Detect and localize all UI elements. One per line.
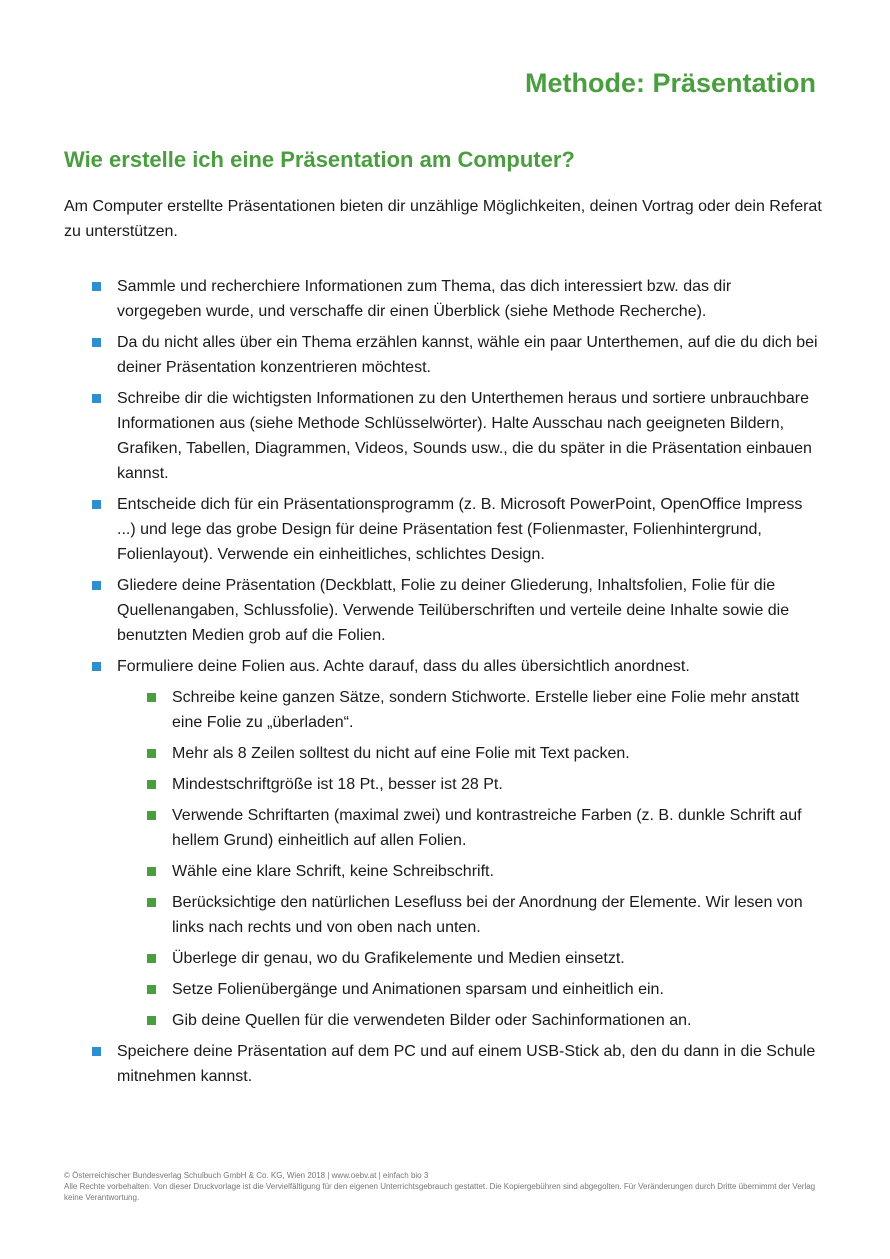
square-bullet-icon <box>92 581 101 590</box>
sub-list-item-text: Überlege dir genau, wo du Grafikelemente und Medien einsetzt. <box>172 950 625 967</box>
square-bullet-icon <box>92 1047 101 1056</box>
square-bullet-icon <box>92 282 101 291</box>
list-item-text: Schreibe dir die wichtigsten Informationen zu den Unterthemen heraus und sortiere unbrauchbare Informationen aus (siehe Methode Schlüsselwörter). Halte Ausschau nach geeigneten Bildern, Grafiken, Tabellen, Diagrammen, Videos, Sounds usw., die du später in die Präsentation einbauen kannst. <box>117 390 812 482</box>
list-item <box>90 386 820 486</box>
square-bullet-icon <box>147 985 156 994</box>
list-item <box>90 1039 820 1089</box>
sub-list-item <box>145 977 820 1002</box>
intro-paragraph: Am Computer erstellte Präsentationen bieten dir unzählige Möglichkeiten, deinen Vortrag oder dein Referat zu unterstützen. <box>64 198 822 240</box>
footer-rights-notice: Alle Rechte vorbehalten. Von dieser Druckvorlage ist die Vervielfältigung für den eigenen Unterrichtsgebrauch gestattet. Die Kopiergebühren sind abgegolten. Für Veränderungen durch Dritte übernimmt der Verlag keine Verantwortung. <box>64 1182 816 1202</box>
square-bullet-icon <box>92 338 101 347</box>
sub-list-item <box>145 685 820 735</box>
square-bullet-icon <box>147 954 156 963</box>
sub-list-item <box>145 890 820 940</box>
sub-list-item-text: Wähle eine klare Schrift, keine Schreibschrift. <box>172 863 494 880</box>
sub-list-item <box>145 803 820 853</box>
list-item <box>90 573 820 648</box>
square-bullet-icon <box>147 811 156 820</box>
list-item <box>90 492 820 567</box>
list-item <box>90 274 820 324</box>
list-item <box>90 330 820 380</box>
sub-list-item-text: Berücksichtige den natürlichen Lesefluss bei der Anordnung der Elemente. Wir lesen von links nach rechts und von oben nach unten. <box>172 894 803 936</box>
square-bullet-icon <box>92 662 101 671</box>
main-bullet-list <box>90 274 820 1095</box>
square-bullet-icon <box>147 867 156 876</box>
sub-list-item <box>145 859 820 884</box>
sub-list-item <box>145 946 820 971</box>
list-item-text: Entscheide dich für ein Präsentationsprogramm (z. B. Microsoft PowerPoint, OpenOffice Impress ...) und lege das grobe Design für deine Präsentation fest (Folienmaster, Folienhintergrund, Folienlayout). Verwende ein einheitliches, schlichtes Design. <box>117 496 803 563</box>
sub-list-item <box>145 772 820 797</box>
sub-list-item-text: Mindestschriftgröße ist 18 Pt., besser ist 28 Pt. <box>172 776 503 793</box>
square-bullet-icon <box>147 780 156 789</box>
square-bullet-icon <box>147 693 156 702</box>
main-heading: Wie erstelle ich eine Präsentation am Computer? <box>64 147 575 172</box>
sub-list-item-text: Mehr als 8 Zeilen solltest du nicht auf eine Folie mit Text packen. <box>172 745 630 762</box>
sub-list-item <box>145 1008 820 1033</box>
list-item-text: Gliedere deine Präsentation (Deckblatt, Folie zu deiner Gliederung, Inhaltsfolien, Folie für die Quellenangaben, Schlussfolie). Verwende Teilüberschriften und verteile deine Inhalte sowie die benutzten Medien grob auf die Folien. <box>117 577 790 644</box>
page-footer <box>64 1170 824 1203</box>
sub-list-item-text: Verwende Schriftarten (maximal zwei) und kontrastreiche Farben (z. B. dunkle Schrift auf hellem Grund) einheitlich auf allen Folien. <box>172 807 802 849</box>
square-bullet-icon <box>147 749 156 758</box>
square-bullet-icon <box>147 898 156 907</box>
list-item-text: Speichere deine Präsentation auf dem PC und auf einem USB-Stick ab, den du dann in die Schule mitnehmen kannst. <box>117 1043 816 1085</box>
list-item-text: Formuliere deine Folien aus. Achte darauf, dass du alles übersichtlich anordnest. <box>117 658 690 675</box>
square-bullet-icon <box>92 394 101 403</box>
footer-copyright: © Österreichischer Bundesverlag Schulbuch GmbH & Co. KG, Wien 2018 | www.oebv.at | einfach bio 3 <box>64 1171 429 1180</box>
list-item-text: Da du nicht alles über ein Thema erzählen kannst, wähle ein paar Unterthemen, auf die du dich bei deiner Präsentation konzentrieren möchtest. <box>117 334 818 376</box>
sub-list-item-text: Schreibe keine ganzen Sätze, sondern Stichworte. Erstelle lieber eine Folie mehr anstatt eine Folie zu „überladen“. <box>172 689 800 731</box>
sub-bullet-list <box>145 685 820 1033</box>
list-item <box>90 654 820 1033</box>
square-bullet-icon <box>147 1016 156 1025</box>
list-item-text: Sammle und recherchiere Informationen zum Thema, das dich interessiert bzw. das dir vorgegeben wurde, und verschaffe dir einen Überblick (siehe Methode Recherche). <box>117 278 732 320</box>
sub-list-item-text: Setze Folienübergänge und Animationen sparsam und einheitlich ein. <box>172 981 664 998</box>
sub-list-item <box>145 741 820 766</box>
sub-list-item-text: Gib deine Quellen für die verwendeten Bilder oder Sachinformationen an. <box>172 1012 692 1029</box>
page-header-title: Methode: Präsentation <box>524 68 816 98</box>
square-bullet-icon <box>92 500 101 509</box>
